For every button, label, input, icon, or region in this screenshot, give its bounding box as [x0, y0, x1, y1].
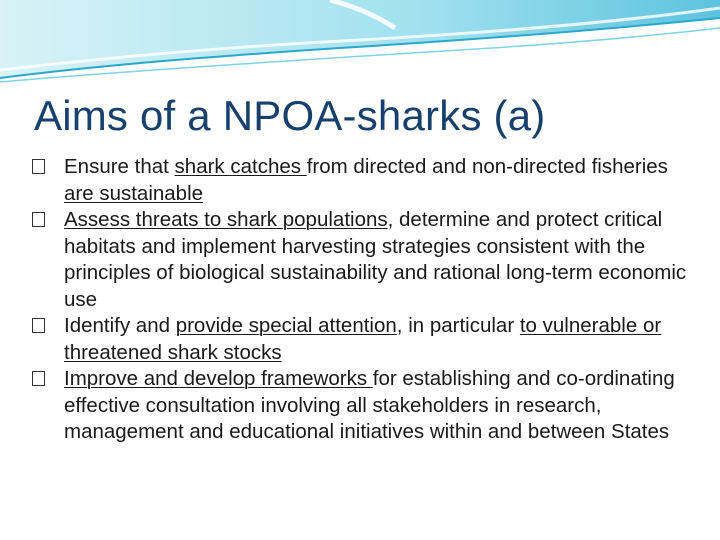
- slide-title: Aims of a NPOA-sharks (a): [34, 92, 546, 139]
- bullet-item: [32, 154, 692, 207]
- bullet-text: for establishing and co-ordinating effective consultation involving all stakeholders in research, management and educational initiatives within and between States: [64, 367, 675, 443]
- underlined-text: provide special attention: [175, 314, 397, 337]
- box-bullet-icon: [32, 371, 45, 386]
- bullet-text: Identify and: [64, 314, 176, 337]
- underlined-text: Assess threats to shark populations: [64, 208, 388, 231]
- header-wave-decoration: [0, 0, 720, 90]
- bullet-text: , in particular: [396, 314, 520, 337]
- underlined-text: to vulnerable or threatened shark stocks: [64, 314, 662, 364]
- underlined-text: Improve and develop frameworks: [64, 367, 373, 390]
- underlined-text: are sustainable: [64, 181, 204, 205]
- bullet-text: , determine and protect critical habitats and implement harvesting strategies consistent with the principles of biological sustainability and rational long-term economic use: [64, 208, 687, 311]
- bullet-item: [32, 207, 692, 313]
- box-bullet-icon: [32, 159, 45, 174]
- bullet-item: [32, 366, 692, 446]
- box-bullet-icon: [32, 212, 45, 227]
- box-bullet-icon: [32, 318, 45, 333]
- underlined-text: shark catches: [174, 155, 307, 178]
- bullet-text: from directed and non-directed fisheries: [306, 155, 668, 178]
- bullet-list: [32, 154, 692, 446]
- bullet-item: [32, 313, 692, 366]
- bullet-text: Ensure that: [64, 155, 175, 178]
